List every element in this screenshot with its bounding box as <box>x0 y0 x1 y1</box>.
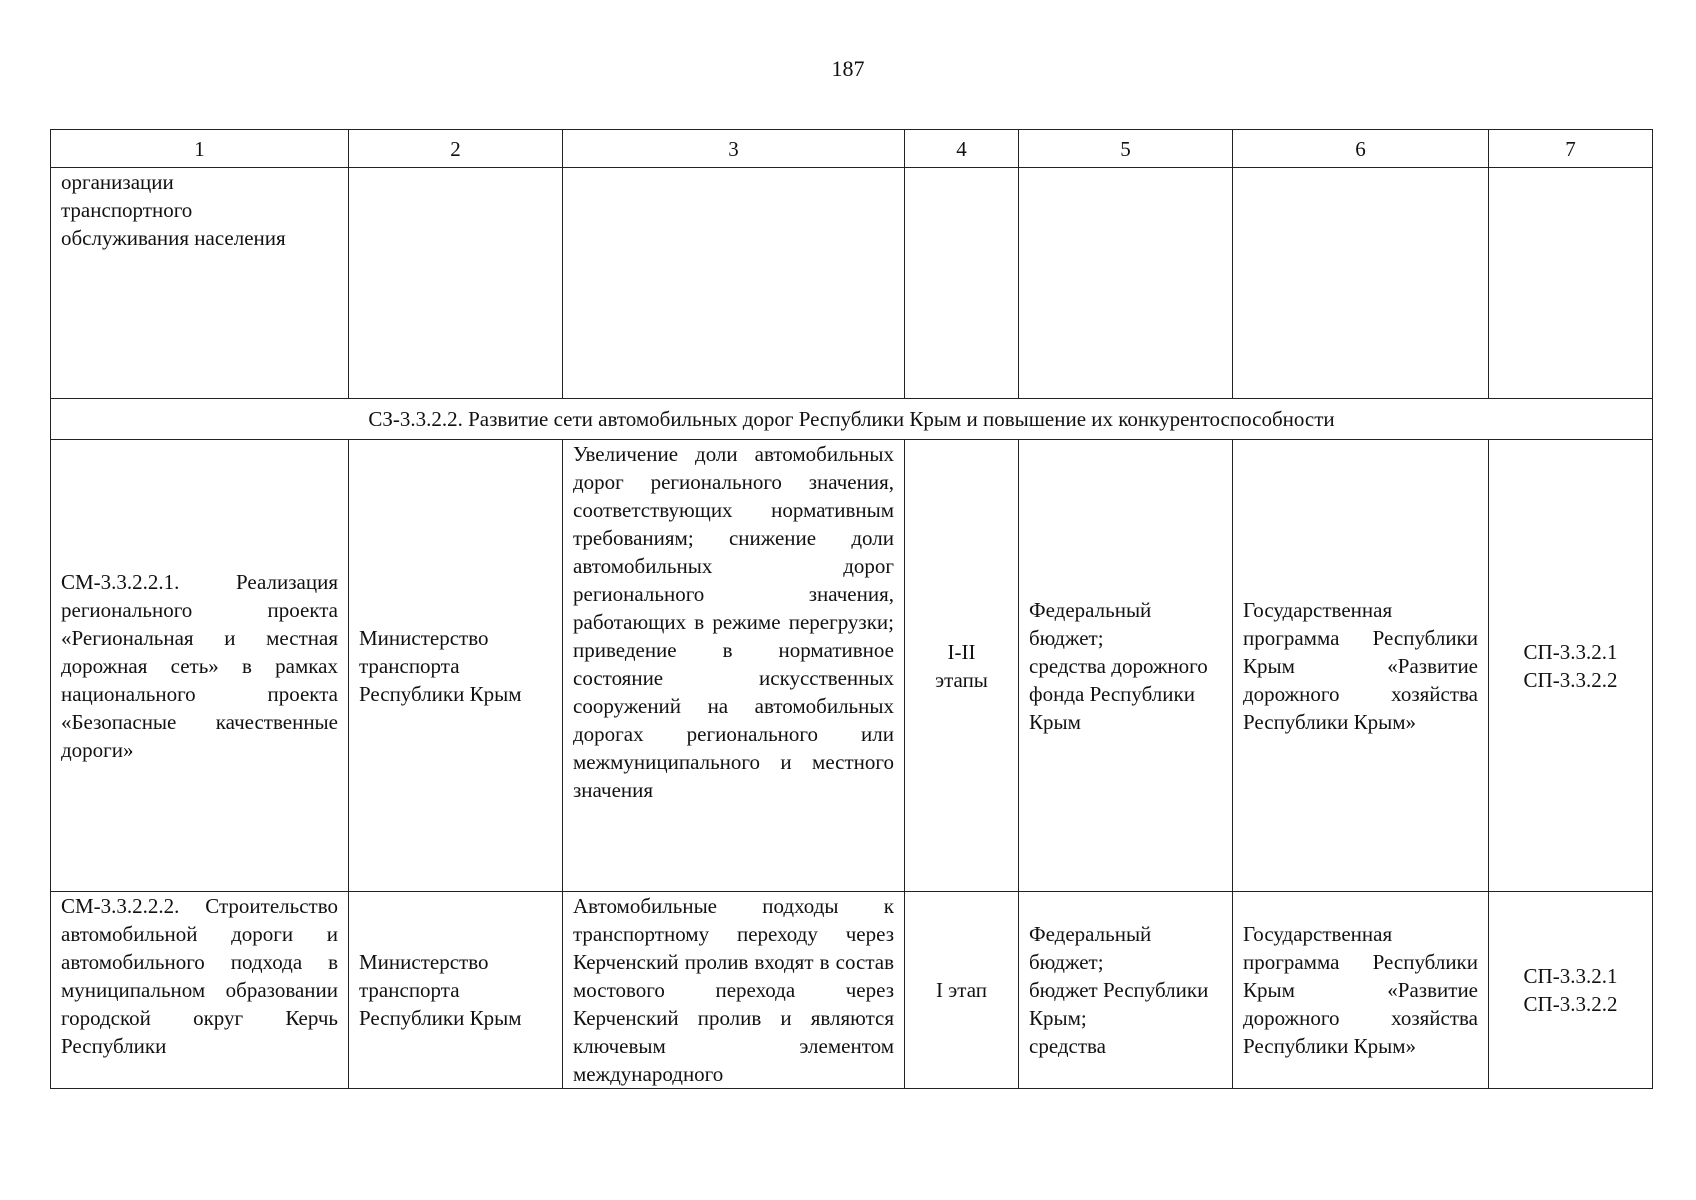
row-b-funding: Федеральный бюджет; бюджет Республики Крым; средства <box>1019 892 1233 1089</box>
row-a-measure: СМ-3.3.2.2.1. Реализация регионального проекта «Региональная и местная дорожная сеть» в рамках национального проекта «Безопасные качественные дороги» <box>51 440 349 892</box>
row-b-expected-result: Автомобильные подходы к транспортному переходу через Керченский пролив входят в состав мостового перехода через Керченский пролив и являются ключевым элементом международного <box>563 892 905 1089</box>
row-a-funding: Федеральный бюджет; средства дорожного фонда Республики Крым <box>1019 440 1233 892</box>
row-a-program: Государственная программа Республики Крым «Развитие дорожного хозяйства Республики Крым» <box>1233 440 1489 892</box>
table-row <box>51 440 1653 892</box>
row-top-col3 <box>563 168 905 399</box>
table-header-row <box>51 130 1653 168</box>
row-b-responsible: Министерство транспорта Республики Крым <box>349 892 563 1089</box>
row-top-col6 <box>1233 168 1489 399</box>
section-title: СЗ-3.3.2.2. Развитие сети автомобильных дорог Республики Крым и повышение их конкурентоспособности <box>51 399 1653 440</box>
row-b-measure: СМ-3.3.2.2.2. Строительство автомобильной дороги и автомобильного подхода в муниципальном образовании городской округ Керчь Республики <box>51 892 349 1089</box>
row-a-expected-result: Увеличение доли автомобильных дорог регионального значения, соответствующих нормативным требованиям; снижение доли автомобильных дорог регионального значения, работающих в режиме перегрузки; приведение в нормативное состояние искусственных сооружений на автомобильных дорогах регионального или межмуниципального и местного значения <box>563 440 905 892</box>
row-b-stages: I этап <box>905 892 1019 1089</box>
row-a-responsible: Министерство транспорта Республики Крым <box>349 440 563 892</box>
header-cell-4: 4 <box>905 130 1019 168</box>
header-cell-2: 2 <box>349 130 563 168</box>
header-cell-5: 5 <box>1019 130 1233 168</box>
table-row <box>51 168 1653 399</box>
row-top-col5 <box>1019 168 1233 399</box>
header-cell-6: 6 <box>1233 130 1489 168</box>
row-top-col7 <box>1489 168 1653 399</box>
row-a-stages: I-II этапы <box>905 440 1019 892</box>
measures-table <box>50 129 1653 1089</box>
header-cell-7: 7 <box>1489 130 1653 168</box>
row-top-col1: организации транспортного обслуживания населения <box>51 168 349 399</box>
row-a-links: СП-3.3.2.1 СП-3.3.2.2 <box>1489 440 1653 892</box>
row-b-links: СП-3.3.2.1 СП-3.3.2.2 <box>1489 892 1653 1089</box>
page-number: 187 <box>831 56 865 81</box>
table-row <box>51 892 1653 1089</box>
section-row <box>51 399 1653 440</box>
header-cell-1: 1 <box>51 130 349 168</box>
row-top-col2 <box>349 168 563 399</box>
row-b-program: Государственная программа Республики Крым «Развитие дорожного хозяйства Республики Крым» <box>1233 892 1489 1089</box>
header-cell-3: 3 <box>563 130 905 168</box>
row-top-col4 <box>905 168 1019 399</box>
